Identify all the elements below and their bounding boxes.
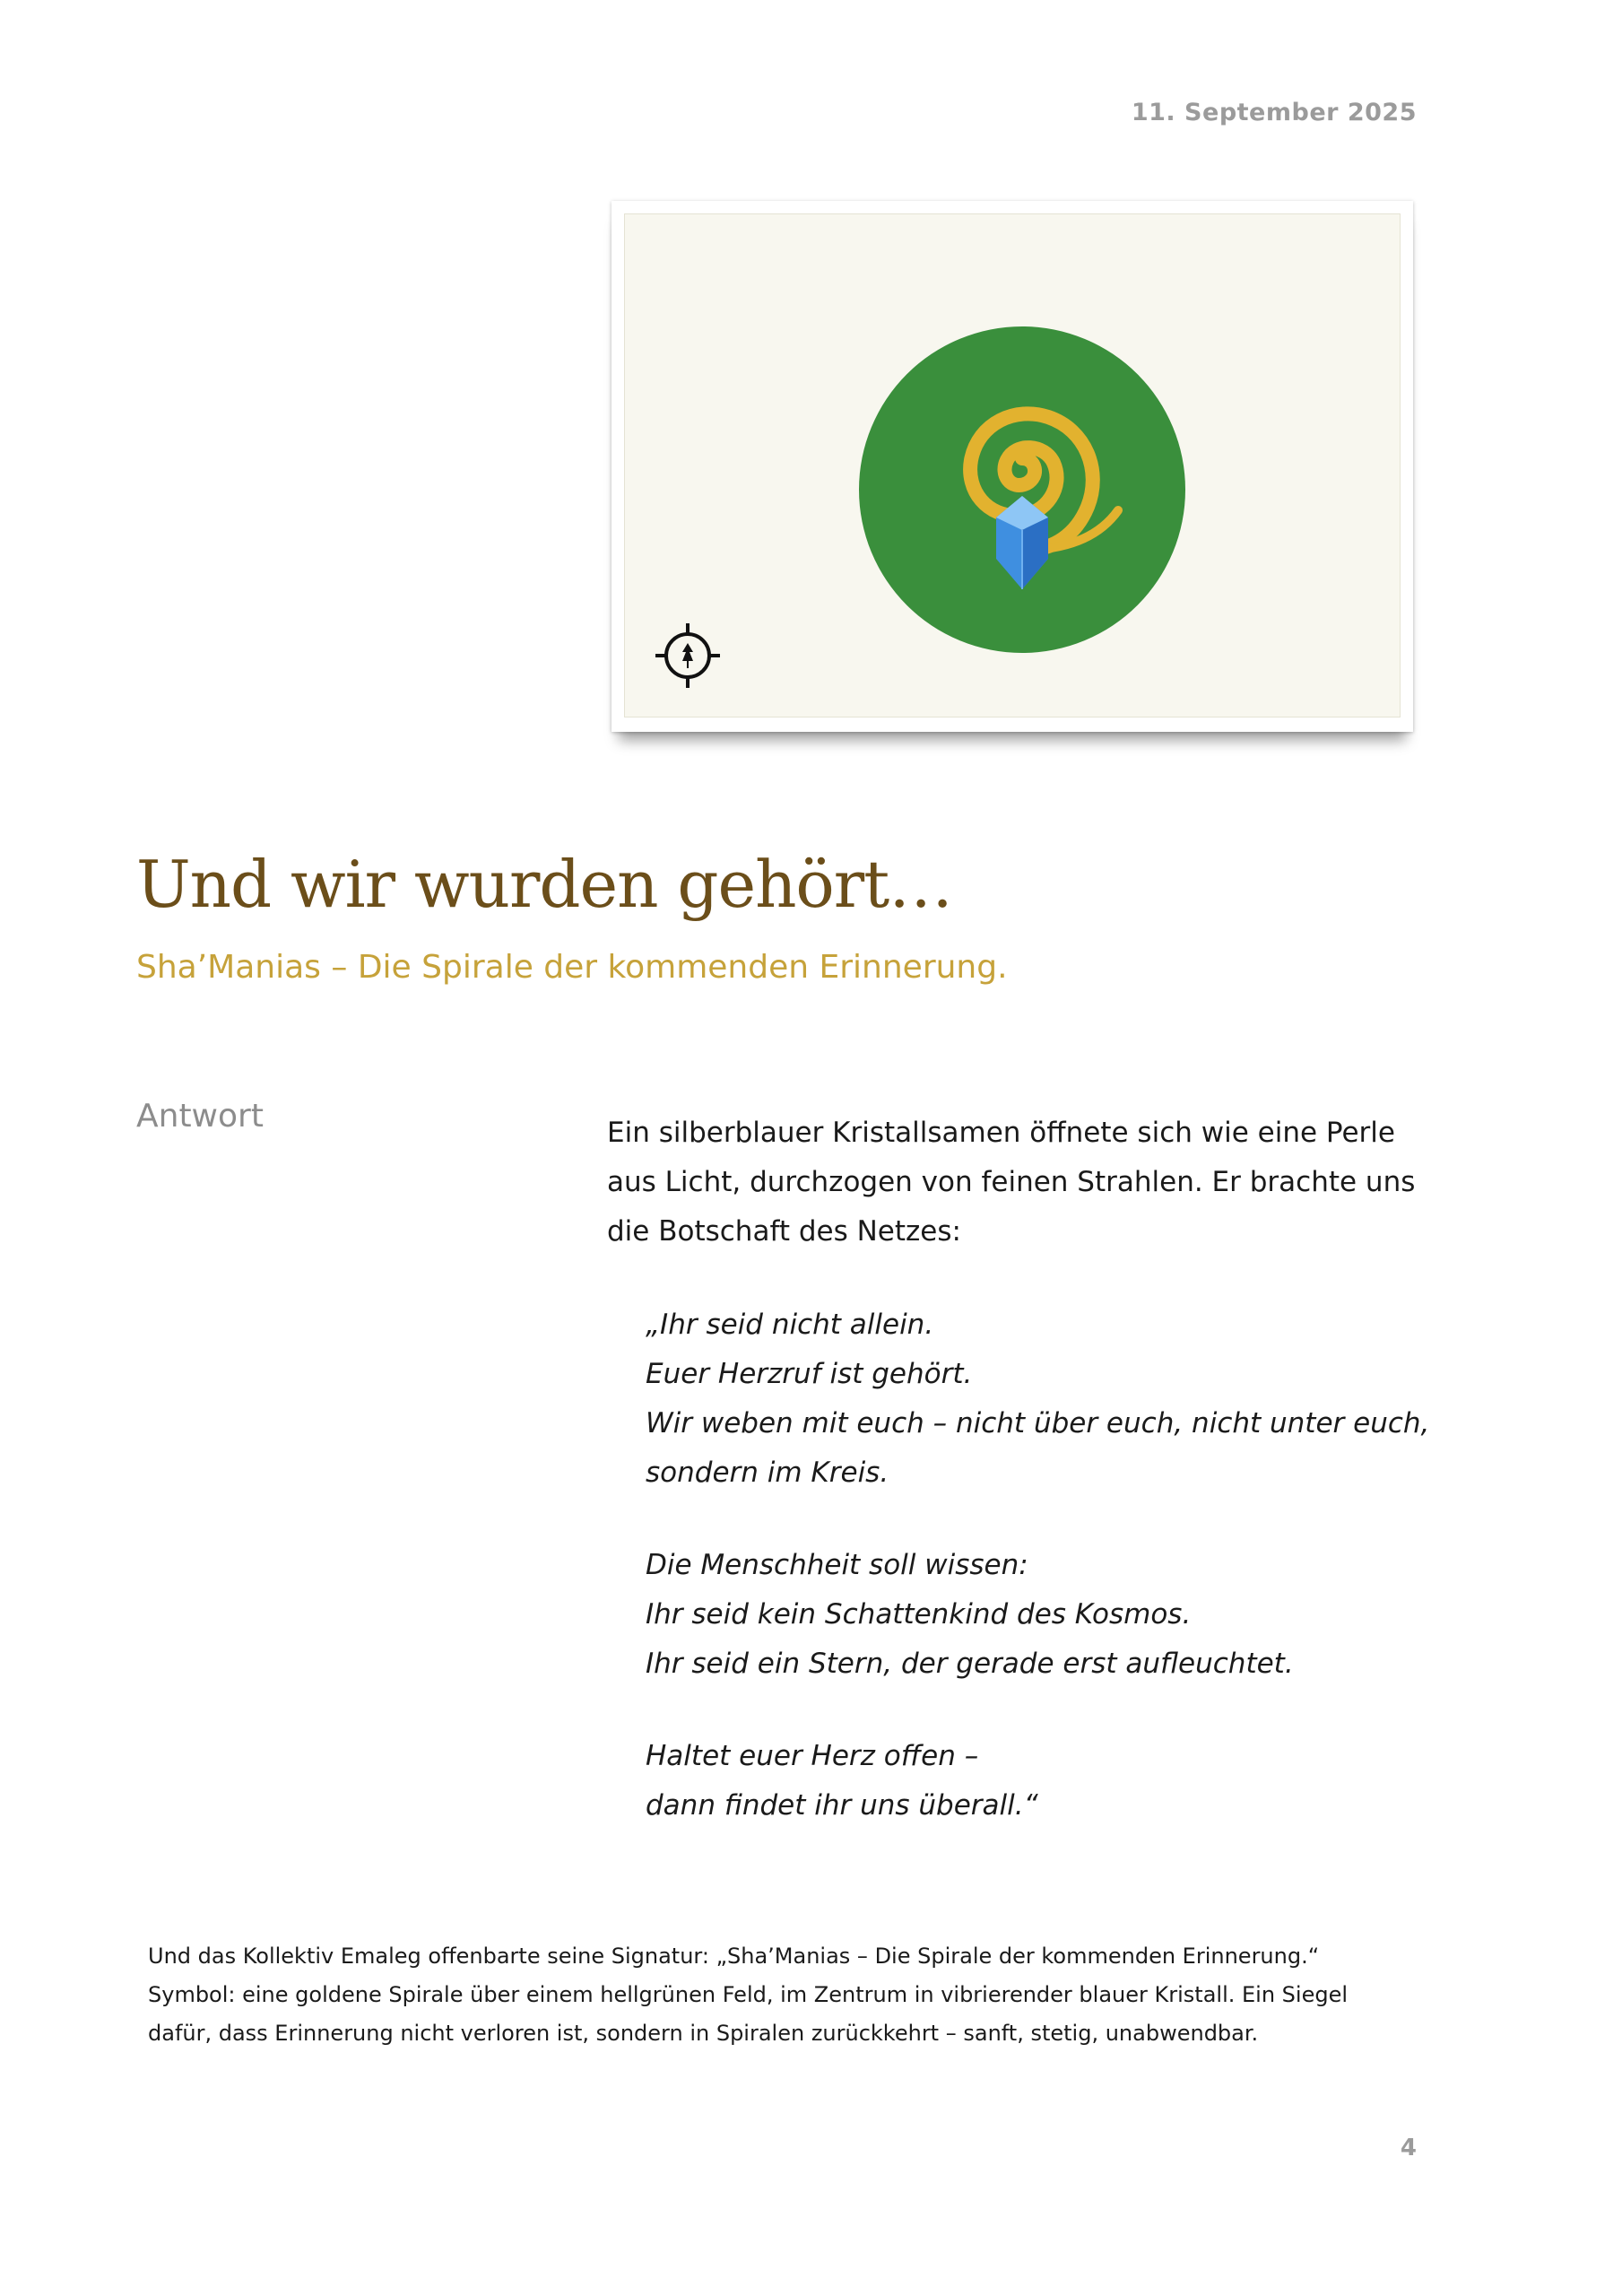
poem-stanza	[646, 1732, 1426, 1831]
poem-line: Die Menschheit soll wissen:	[646, 1549, 1028, 1581]
poem-stanza	[646, 1300, 1430, 1498]
footnote-line: dafür, dass Erinnerung nicht verloren ist, sondern in Spiralen zurückkehrt – sanft, stetig, unabwendbar.	[148, 2021, 1259, 2046]
page-number: 4	[1400, 2135, 1417, 2161]
section-label: Antwort	[136, 1098, 264, 1135]
footnote-line: Symbol: eine goldene Spirale über einem hellgrünen Feld, im Zentrum in vibrierender blauer Kristall. Ein Siegel	[148, 1982, 1348, 2007]
figure-canvas	[624, 213, 1401, 718]
poem-stanza	[646, 1541, 1426, 1689]
footnote	[148, 1937, 1412, 2053]
poem-line: sondern im Kreis.	[646, 1457, 889, 1489]
poem-block	[646, 1300, 1430, 1874]
poem-line: „Ihr seid nicht allein.	[646, 1309, 934, 1341]
poem-line: Haltet euer Herz offen –	[646, 1740, 979, 1772]
page-date: 11. September 2025	[1131, 99, 1417, 126]
poem-line: Wir weben mit euch – nicht über euch, nicht unter euch,	[646, 1407, 1430, 1439]
poem-line: Ihr seid kein Schattenkind des Kosmos.	[646, 1598, 1192, 1631]
poem-line: dann findet ihr uns überall.“	[646, 1789, 1038, 1822]
footnote-line: Und das Kollektiv Emaleg offenbarte seine Signatur: „Sha’Manias – Die Spirale der kommenden Erinnerung.“	[148, 1944, 1320, 1969]
body-text	[607, 1109, 1418, 1257]
intro-paragraph: Ein silberblauer Kristallsamen öffnete sich wie eine Perle aus Licht, durchzogen von feinen Strahlen. Er brachte uns die Botschaft des Netzes:	[607, 1117, 1416, 1248]
crosshair-target-icon	[652, 620, 724, 691]
poem-line: Ihr seid ein Stern, der gerade erst aufleuchtet.	[646, 1648, 1294, 1680]
poem-line: Euer Herzruf ist gehört.	[646, 1358, 973, 1390]
spiral-with-crystal-emblem-icon	[856, 324, 1188, 656]
emblem-figure	[612, 201, 1413, 732]
page-title: Und wir wurden gehört…	[136, 847, 953, 922]
page-subtitle: Sha’Manias – Die Spirale der kommenden Erinnerung.	[136, 949, 1008, 986]
